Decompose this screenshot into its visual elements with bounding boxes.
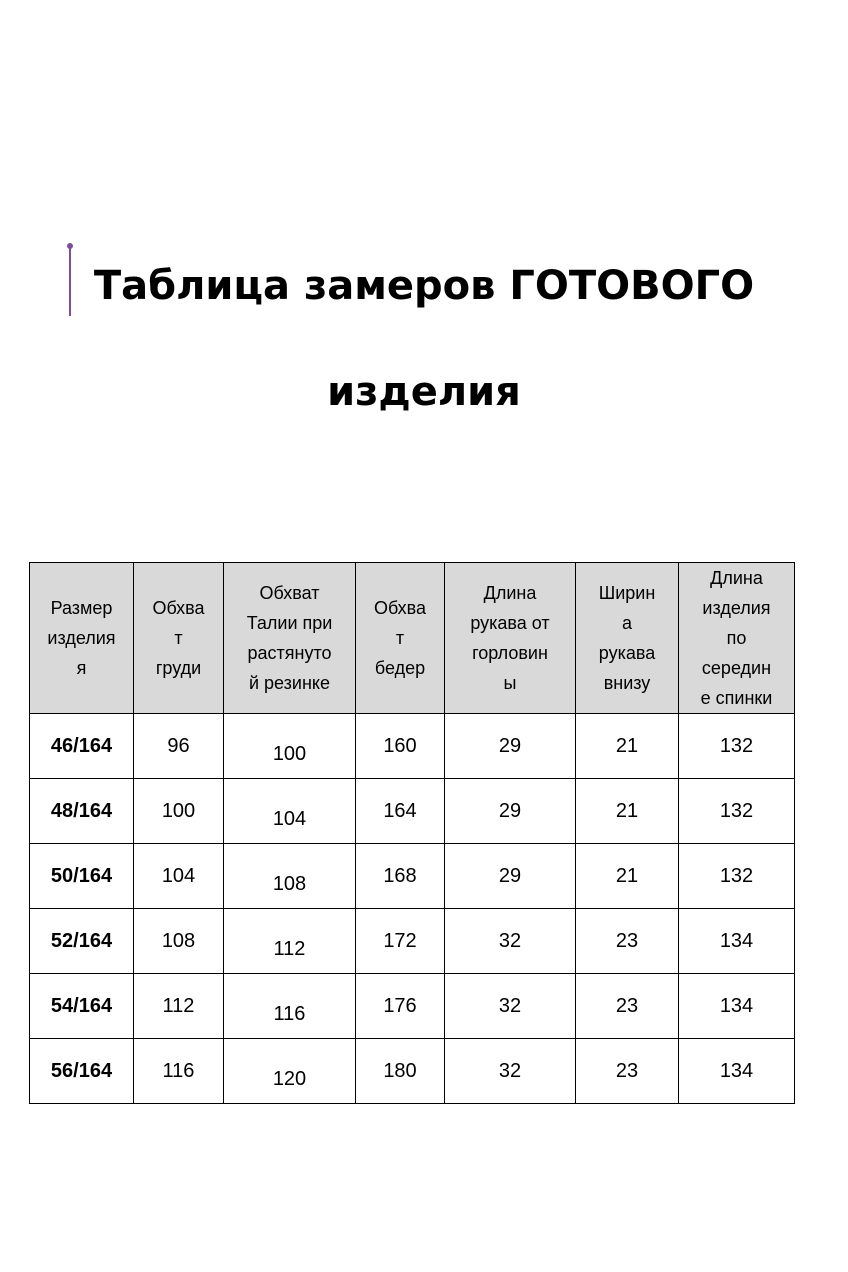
cell-hips: 168 [356,844,445,909]
cell-sleeve-width: 23 [576,909,679,974]
header-line: Обхва [373,598,427,618]
table-row [30,844,795,909]
header-sleeve-width [576,563,679,714]
cell-sleeve-length: 32 [445,909,576,974]
header-line: т [395,628,405,648]
cell-hips: 164 [356,779,445,844]
header-line: изделия [702,598,771,618]
cell-sleeve-length: 29 [445,844,576,909]
cell-sleeve-length: 32 [445,1039,576,1104]
header-sleeve-length [445,563,576,714]
cell-size: 46/164 [30,714,134,779]
header-line: Длина [710,568,763,588]
header-line: горловин [472,643,548,663]
header-line: т [174,628,183,648]
header-line: й резинке [248,673,331,693]
cell-hips: 172 [356,909,445,974]
cell-size: 50/164 [30,844,134,909]
cell-sleeve-width: 23 [576,1039,679,1104]
page-title-continued: изделия [327,369,521,415]
header-line: я [76,658,87,678]
cell-garment-length: 132 [679,714,795,779]
cell-sleeve-length: 29 [445,779,576,844]
header-line: ы [503,673,517,693]
cell-garment-length: 132 [679,779,795,844]
header-line: Размер [50,598,113,618]
cell-hips: 180 [356,1039,445,1104]
table-row [30,1039,795,1104]
header-line: рукава [598,643,656,663]
size-table [29,562,795,1104]
cell-chest: 96 [134,714,224,779]
header-hips [356,563,445,714]
cell-waist: 120 [224,1039,356,1104]
cell-waist: 104 [224,779,356,844]
header-line: Обхва [152,598,205,618]
header-line: растянуто [247,643,332,663]
header-line: середин [701,658,772,678]
cell-sleeve-length: 32 [445,974,576,1039]
cell-chest: 104 [134,844,224,909]
page-title: Таблица замеров ГОТОВОГО [93,263,755,309]
cell-garment-length: 134 [679,974,795,1039]
cell-chest: 108 [134,909,224,974]
table-header-row [30,563,795,714]
header-line: по [726,628,747,648]
cell-sleeve-length: 29 [445,714,576,779]
cell-waist: 100 [224,714,356,779]
header-line: Талии при [246,613,333,633]
header-line: Обхват [259,583,320,603]
cell-garment-length: 132 [679,844,795,909]
header-line: бедер [374,658,426,678]
cell-sleeve-width: 21 [576,844,679,909]
table-row [30,974,795,1039]
table-row [30,714,795,779]
header-garment-length [679,563,795,714]
header-line: е спинки [700,688,773,708]
cell-garment-length: 134 [679,909,795,974]
header-line: а [621,613,632,633]
cell-sleeve-width: 21 [576,779,679,844]
cell-size: 56/164 [30,1039,134,1104]
header-line: Ширин [598,583,656,603]
cell-size: 52/164 [30,909,134,974]
cell-hips: 160 [356,714,445,779]
cell-garment-length: 134 [679,1039,795,1104]
header-line: Длина [483,583,537,603]
header-waist [224,563,356,714]
cell-hips: 176 [356,974,445,1039]
cell-waist: 116 [224,974,356,1039]
header-line: внизу [603,673,651,693]
cell-chest: 116 [134,1039,224,1104]
cell-waist: 108 [224,844,356,909]
table-row [30,779,795,844]
header-chest [134,563,224,714]
header-line: груди [155,658,202,678]
table-row [30,909,795,974]
cell-size: 48/164 [30,779,134,844]
cell-size: 54/164 [30,974,134,1039]
cell-sleeve-width: 23 [576,974,679,1039]
cell-chest: 112 [134,974,224,1039]
header-line: изделия [47,628,116,648]
cell-waist: 112 [224,909,356,974]
cell-chest: 100 [134,779,224,844]
header-size [30,563,134,714]
header-line: рукава от [470,613,550,633]
cell-sleeve-width: 21 [576,714,679,779]
